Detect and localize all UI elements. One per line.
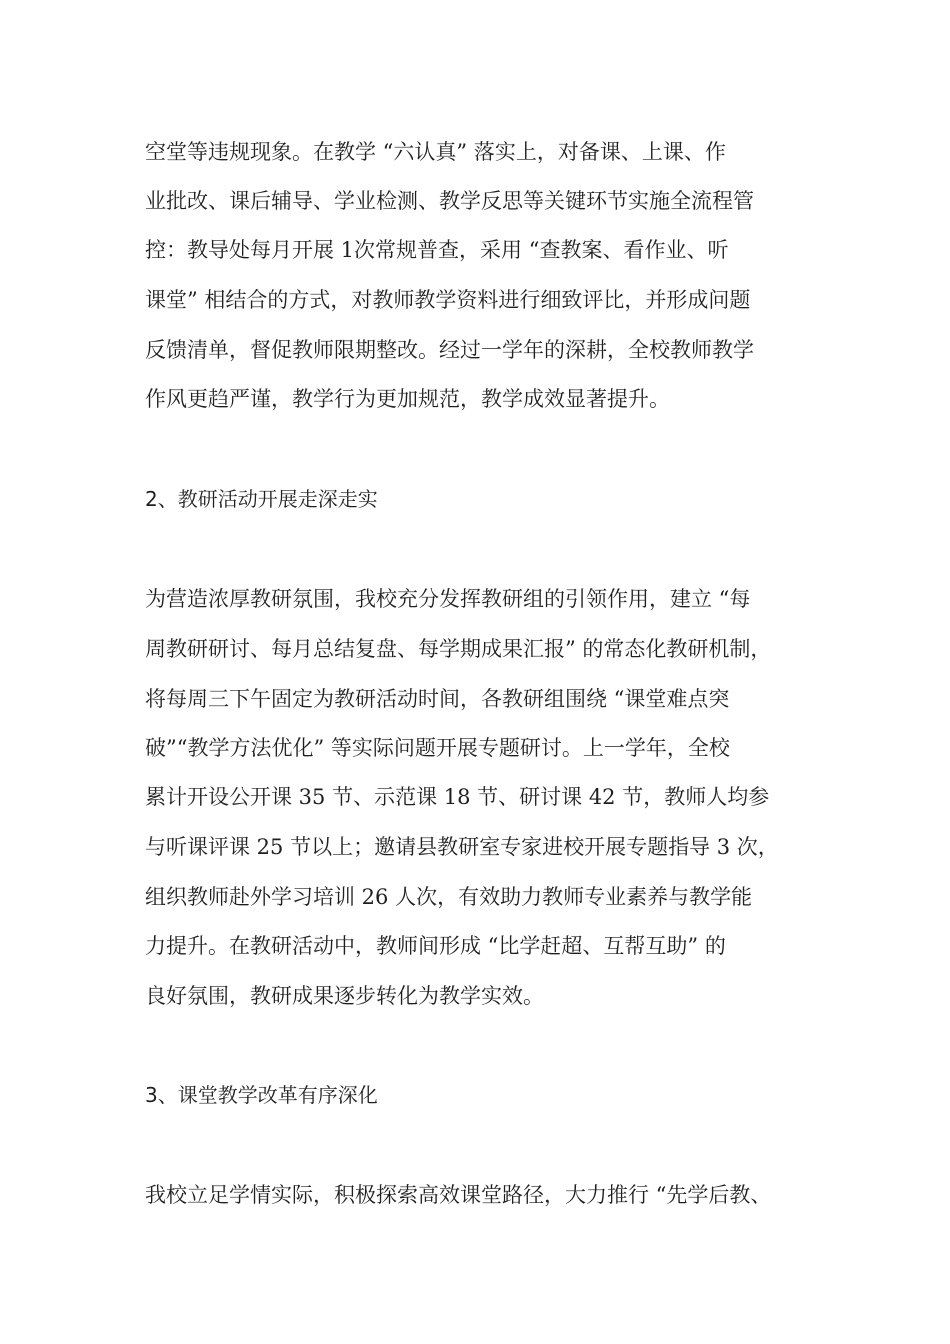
paragraph-line: 组织教师赴外学习培训 26 人次，有效助力教师专业素养与教学能 <box>145 885 753 909</box>
section-heading-3: 3、课堂教学改革有序深化 <box>145 1083 378 1107</box>
paragraph-line: 我校立足学情实际，积极探索高效课堂路径，大力推行 “先学后教、 <box>145 1183 772 1207</box>
paragraph-line: 与听课评课 25 节以上；邀请县教研室专家进校开展专题指导 3 次， <box>145 835 779 859</box>
paragraph-line: 空堂等违规现象。在教学 “六认真” 落实上，对备课、上课、作 <box>145 140 726 164</box>
paragraph-line: 破”“教学方法优化” 等实际问题开展专题研讨。上一学年，全校 <box>145 736 730 760</box>
paragraph-line: 累计开设公开课 35 节、示范课 18 节、研讨课 42 节，教师人均参 <box>145 785 770 809</box>
paragraph-line: 周教研研讨、每月总结复盘、每学期成果汇报” 的常态化教研机制， <box>145 637 772 661</box>
paragraph-line: 为营造浓厚教研氛围，我校充分发挥教研组的引领作用，建立 “每 <box>145 587 751 611</box>
section-heading-2: 2、教研活动开展走深走实 <box>145 487 378 511</box>
paragraph-line: 将每周三下午固定为教研活动时间，各教研组围绕 “课堂难点突 <box>145 687 730 711</box>
paragraph-line: 作风更趋严谨，教学行为更加规范，教学成效显著提升。 <box>145 387 670 411</box>
paragraph-line: 反馈清单，督促教师限期整改。经过一学年的深耕，全校教师教学 <box>145 338 754 362</box>
paragraph-line: 业批改、课后辅导、学业检测、教学反思等关键环节实施全流程管 <box>145 189 754 213</box>
paragraph-line: 力提升。在教研活动中，教师间形成 “比学赶超、互帮互助” 的 <box>145 934 726 958</box>
paragraph-line: 控：教导处每月开展 1次常规普查，采用 “查教案、看作业、听 <box>145 238 729 262</box>
paragraph-line: 良好氛围，教研成果逐步转化为教学实效。 <box>145 984 544 1008</box>
paragraph-line: 课堂” 相结合的方式，对教师教学资料进行细致评比，并形成问题 <box>145 288 751 312</box>
